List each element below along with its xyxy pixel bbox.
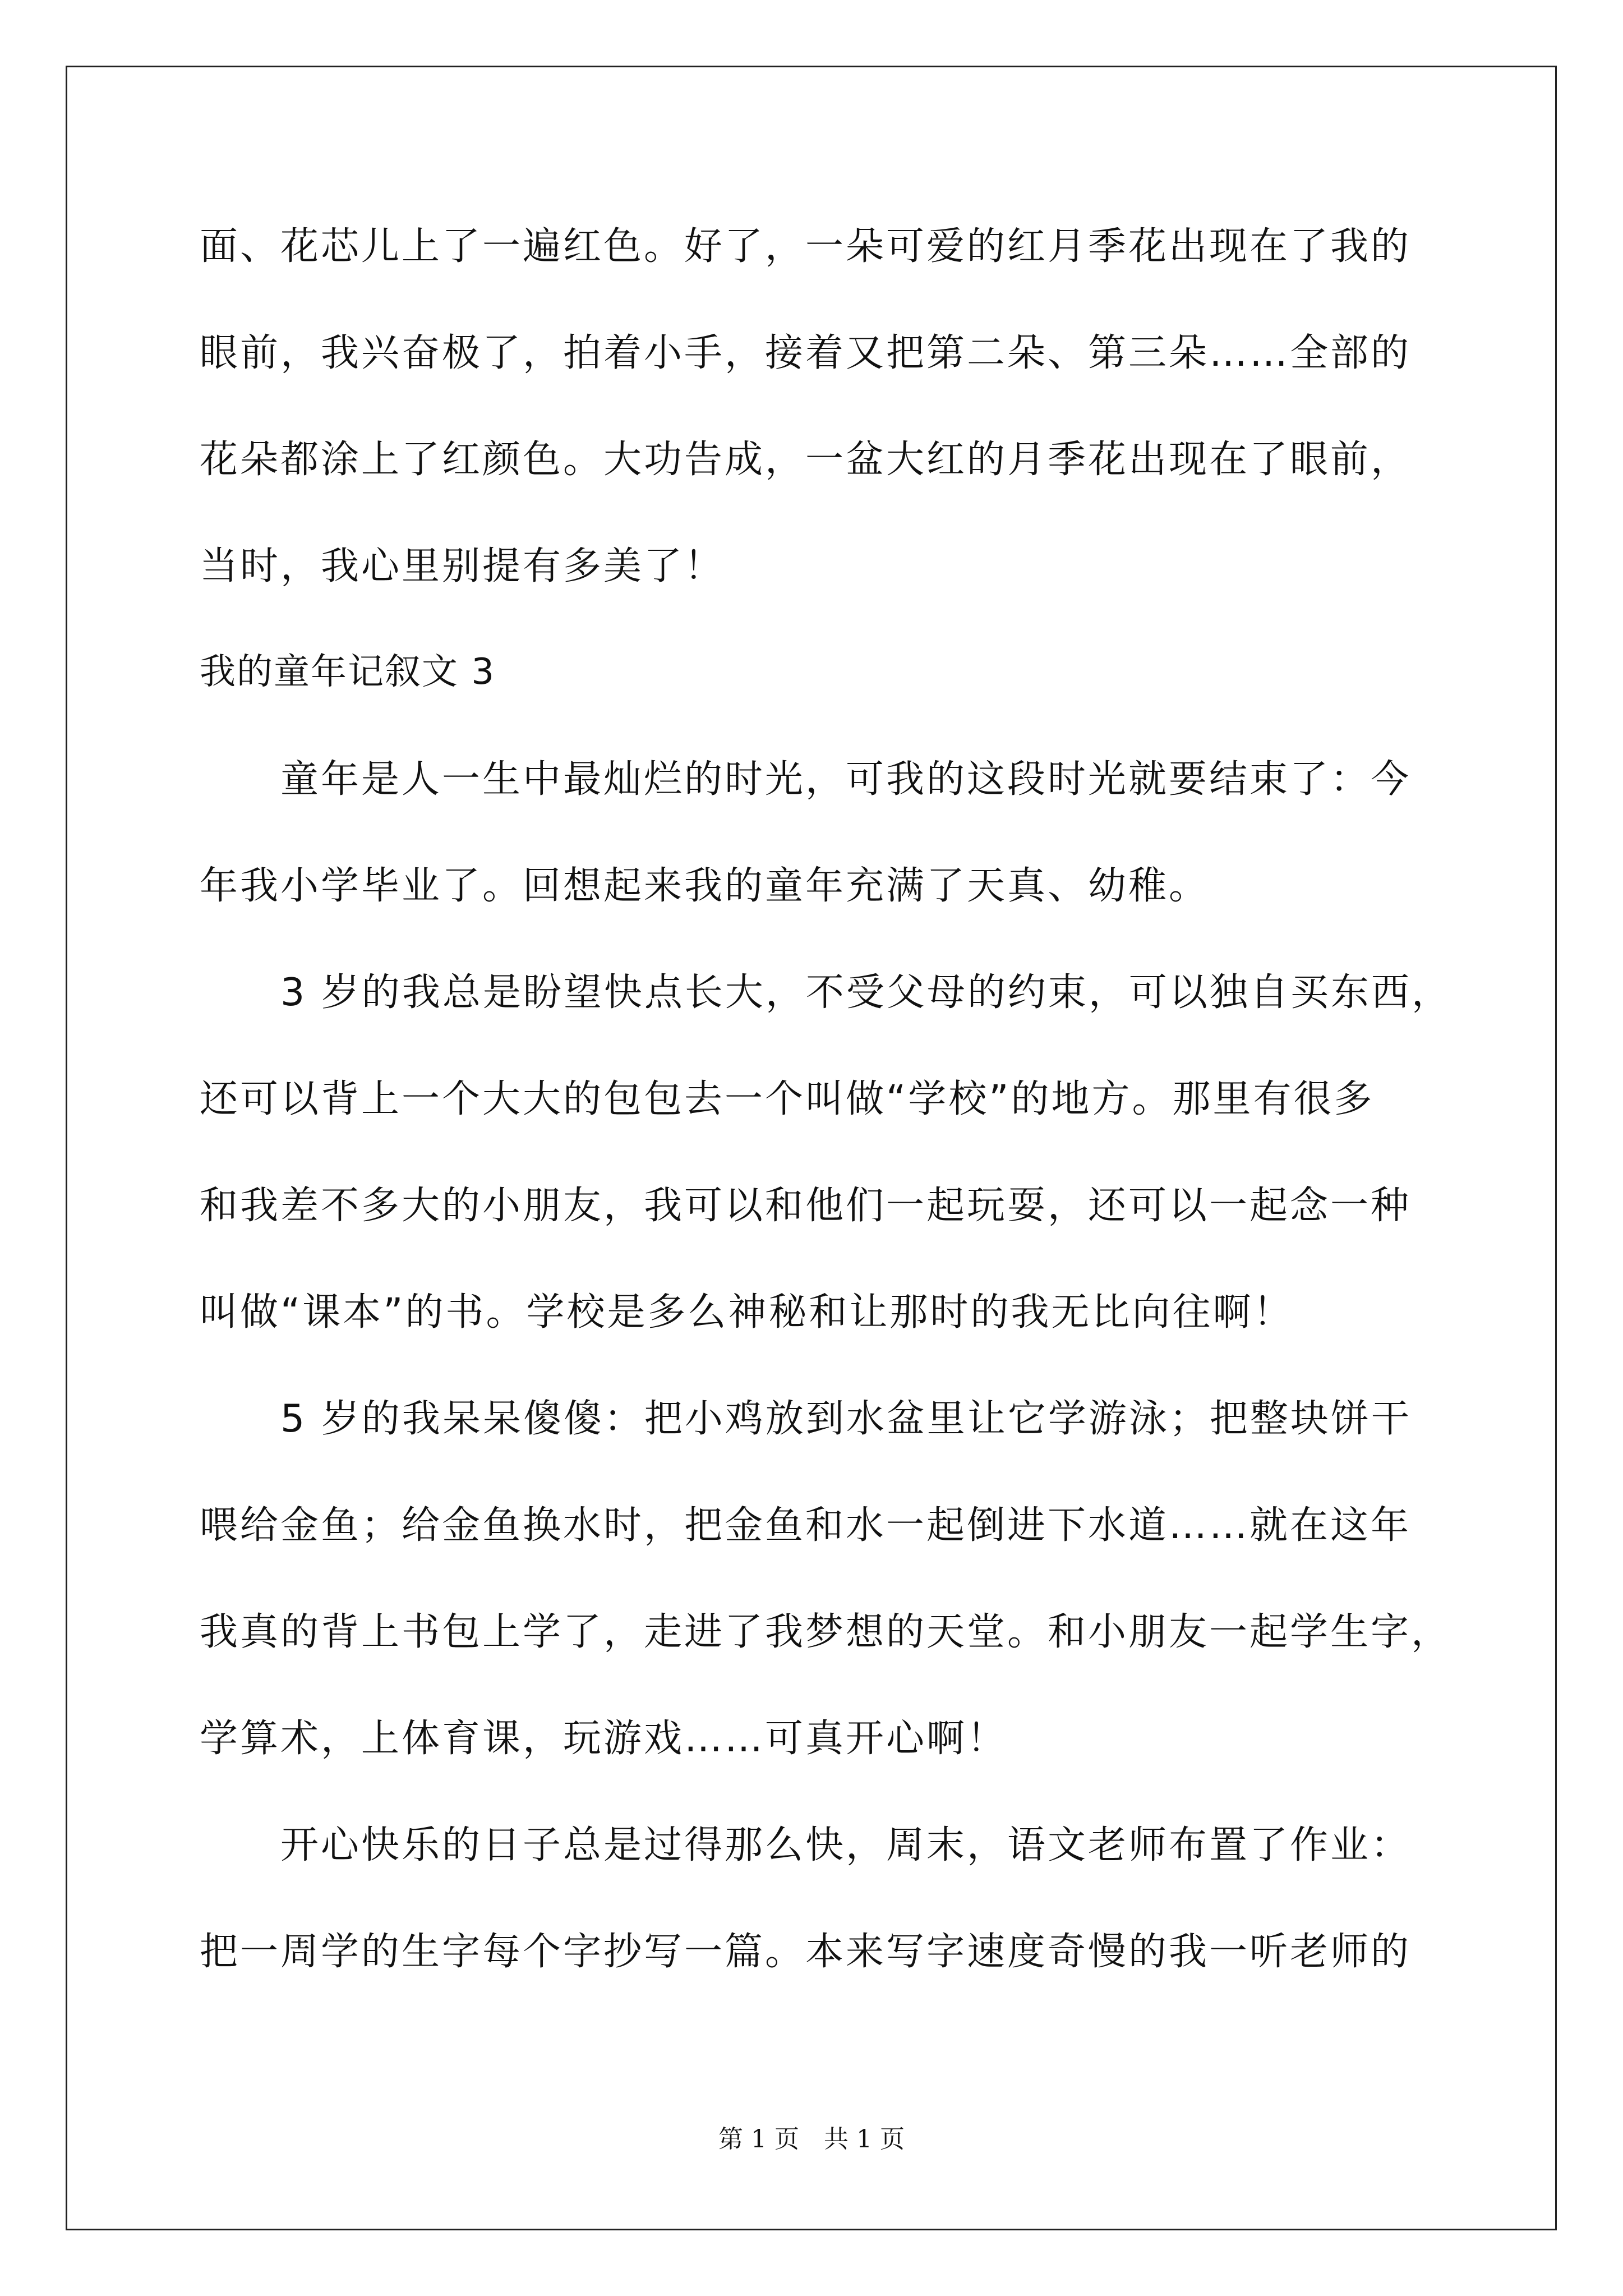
body-line: 把一周学的生字每个字抄写一篇。本来写字速度奇慢的我一听老师的 (200, 1930, 1412, 1974)
body-line: 5 岁的我呆呆傻傻：把小鸡放到水盆里让它学游泳；把整块饼干 (280, 1397, 1412, 1441)
page-border (66, 66, 1557, 2230)
page-footer: 第 1 页 共 1 页 (718, 2125, 905, 2154)
body-line: 我真的背上书包上学了，走进了我梦想的天堂。和小朋友一起学生字， (200, 1610, 1452, 1654)
body-line: 童年是人一生中最灿烂的时光，可我的这段时光就要结束了：今 (280, 757, 1412, 802)
body-line: 当时，我心里别提有多美了！ (200, 544, 725, 588)
body-line: 还可以背上一个大大的包包去一个叫做“学校”的地方。那里有很多 (200, 1077, 1375, 1121)
body-line: 喂给金鱼；给金鱼换水时，把金鱼和水一起倒进下水道……就在这年 (200, 1503, 1412, 1548)
body-line: 面、花芯儿上了一遍红色。好了，一朵可爱的红月季花出现在了我的 (200, 224, 1412, 269)
body-line: 学算术，上体育课，玩游戏……可真开心啊！ (200, 1717, 1008, 1761)
body-line: 和我差不多大的小朋友，我可以和他们一起玩耍，还可以一起念一种 (200, 1184, 1412, 1228)
body-line: 眼前，我兴奋极了，拍着小手，接着又把第二朵、第三朵……全部的 (200, 331, 1412, 375)
body-line: 年我小学毕业了。回想起来我的童年充满了天真、幼稚。 (200, 864, 1210, 908)
section-heading: 我的童年记叙文 3 (200, 651, 496, 693)
body-line: 开心快乐的日子总是过得那么快，周末，语文老师布置了作业： (280, 1823, 1412, 1867)
body-line: 花朵都涂上了红颜色。大功告成，一盆大红的月季花出现在了眼前， (200, 438, 1412, 482)
body-line: 3 岁的我总是盼望快点长大，不受父母的约束，可以独自买东西， (280, 970, 1452, 1015)
body-line: 叫做“课本”的书。学校是多么神秘和让那时的我无比向往啊！ (200, 1290, 1294, 1335)
